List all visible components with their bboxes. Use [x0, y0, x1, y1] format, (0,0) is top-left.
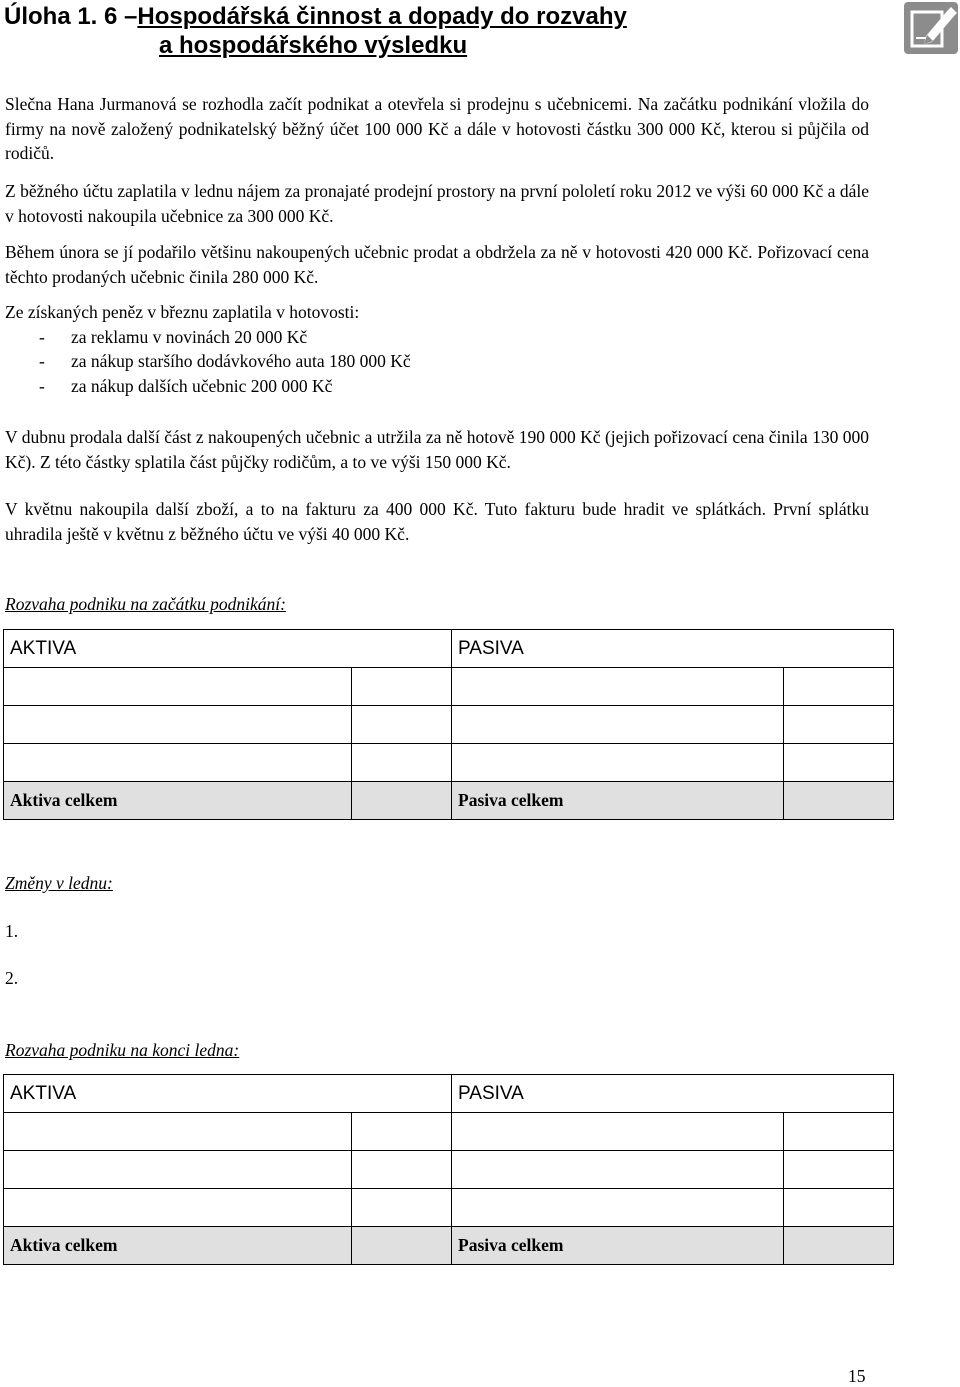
table-row: [4, 1189, 894, 1227]
paragraph-march: [5, 300, 869, 398]
page-number: 15: [848, 1366, 866, 1386]
liabilities-header: PASIVA: [452, 630, 894, 668]
task-heading: [4, 2, 627, 60]
paragraph-april: V dubnu prodala další část z nakoupených učebnic a utržila za ně hotově 190 000 Kč (jejich pořizovací cena činila 130 000 Kč). Z této částky splatila část půjčky rodičům, a to ve výši 150 000 Kč.: [5, 427, 869, 472]
paragraph-may: V květnu nakoupila další zboží, a to na fakturu za 400 000 Kč. Tuto fakturu bude hradit ve splátkách. První splátku uhradila ještě v květnu z běžného účtu ve výši 40 000 Kč.: [5, 499, 869, 544]
liabilities-total-label: Pasiva celkem: [452, 782, 784, 820]
assets-total-label: Aktiva celkem: [4, 782, 352, 820]
task-number: Úloha 1. 6 –: [4, 3, 138, 30]
march-payment-list: [5, 325, 869, 399]
march-intro: Ze získaných peněz v březnu zaplatila v hotovosti:: [5, 302, 360, 322]
balance-end-title: Rozvaha podniku na konci ledna:: [5, 1040, 240, 1060]
table-row: [4, 744, 894, 782]
paragraph-february: Během února se jí podařilo většinu nakoupených učebnic prodat a obdržela za ně v hotovosti 420 000 Kč. Pořizovací cena těchto prodaných učebnic činila 280 000 Kč.: [5, 242, 869, 287]
table-row: [4, 706, 894, 744]
task-title-line2: a hospodářského výsledku: [159, 32, 468, 59]
balance-start-table: [3, 629, 894, 820]
paragraph-january: Z běžného účtu zaplatila v lednu nájem za pronajaté prodejní prostory na první pololetí roku 2012 ve výši 60 000 Kč a dále v hotovosti nakoupila učebnice za 300 000 Kč.: [5, 181, 869, 226]
assets-header: AKTIVA: [4, 630, 452, 668]
changes-title: Změny v lednu:: [5, 873, 113, 893]
pencil-writing-icon: [904, 2, 958, 54]
liabilities-header: PASIVA: [452, 1075, 894, 1113]
change-item-1: 1.: [5, 921, 19, 941]
change-item-2: 2.: [5, 968, 19, 988]
list-item: - za nákup dalších učebnic 200 000 Kč: [39, 375, 333, 396]
assets-total-label: Aktiva celkem: [4, 1227, 352, 1265]
assets-header: AKTIVA: [4, 1075, 452, 1113]
list-item: - za nákup staršího dodávkového auta 180 000 Kč: [39, 351, 411, 371]
table-row: [4, 668, 894, 706]
liabilities-total-label: Pasiva celkem: [452, 1227, 784, 1265]
table-row: [4, 1113, 894, 1151]
table-row: [4, 1151, 894, 1189]
balance-start-title: Rozvaha podniku na začátku podnikání:: [5, 594, 286, 614]
task-title-line1: Hospodářská činnost a dopady do rozvahy: [137, 3, 627, 30]
paragraph-intro: Slečna Hana Jurmanová se rozhodla začít podnikat a otevřela si prodejnu s učebnicemi. Na začátku podnikání vložila do firmy na nově založený podnikatelský běžný účet 100 000 Kč a dále v hotovosti částku 300 000 Kč, kterou si půjčila od rodičů.: [5, 94, 869, 163]
balance-end-table: [3, 1074, 894, 1265]
list-item: - za reklamu v novinách 20 000 Kč: [39, 326, 308, 347]
